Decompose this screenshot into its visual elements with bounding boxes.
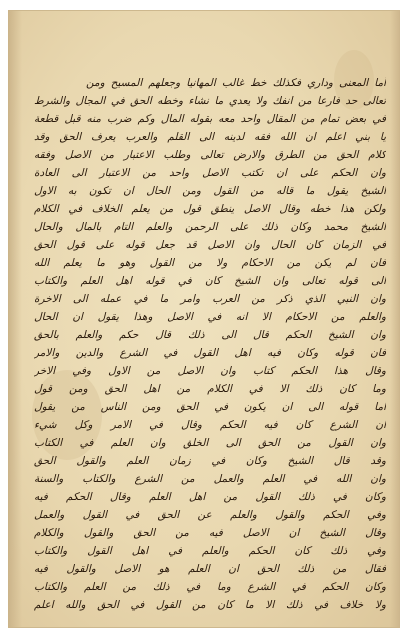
manuscript-line: في بعض تمام من المقال واحد معه بقوله المال وكم ضرب منه قبل قطعة	[34, 113, 386, 125]
manuscript-line: وان النبي الذي ذكر من العرب وامر ما في عمله الى الاخرة	[34, 293, 386, 305]
manuscript-line: الشيخ محمد وكان ذلك على الرحمن والعلم التام بالمال والحال	[34, 221, 386, 233]
manuscript-line: وقال الشيخ ان الاصل فيه من الحق والقول والكلام	[34, 527, 386, 539]
manuscript-line: فان لم يكن من الاحكام ولا من القول وهو ما يعلم الله	[34, 257, 386, 269]
manuscript-line: ولكن هذا خطه وقال الاصل ينطق قول من يعلم الخلاف في الكلام	[34, 203, 386, 215]
manuscript-text-block	[34, 74, 386, 614]
manuscript-line: وقد قال الشيخ وكان في زمان العلم والقول الحق	[34, 455, 386, 467]
manuscript-line: والعلم من الاحكام الا انه في الاصل وهذا يقول ان الحال	[34, 311, 386, 323]
manuscript-line: في الزمان كان الحال وان الاصل قد جعل قوله على قول الحق	[34, 239, 386, 251]
manuscript-line: فان قوله وكان فيه اهل القول في الشرع والدين والامر	[34, 347, 386, 359]
manuscript-line: كلام الحق من الطرق والارض تعالى وطلب الاعتبار من الاصل وفقه	[34, 149, 386, 161]
manuscript-line: وكان في ذلك القول من اهل العلم وقال الحكم فيه	[34, 491, 386, 503]
manuscript-line: وما كان ذلك الا في الكلام من اهل الحق ومن قول	[34, 383, 386, 395]
manuscript-line: وفي الحكم والقول والعلم عن الحق في القول والعمل	[34, 509, 386, 521]
manuscript-line: وان القول من الحق الى الخلق وان العلم في الكتاب	[34, 437, 386, 449]
manuscript-folio	[8, 10, 400, 628]
manuscript-line: وان الشيخ الحكم قال الى ذلك قال حكم والعلم بالحق	[34, 329, 386, 341]
manuscript-line: أما المعنى وداري فكذلك خط غالب المهانيا وجعلهم المسيح ومن	[86, 77, 386, 89]
manuscript-line: وفي ذلك كان الحكم والعلم في اهل القول والكتاب	[34, 545, 386, 557]
manuscript-line: الشيخ يقول ما قاله من القول ومن الحال ان تكون به الاول	[34, 185, 386, 197]
manuscript-line: فقال من ذلك الحق ان العلم هو الاصل والقول فيه	[34, 563, 386, 575]
manuscript-line: ان الشرع كان فيه الحكم وقال في الامر وكل شيء	[34, 419, 386, 431]
manuscript-line: تعالى حد فارعا من انفك ولا يعدي ما نشاء وخطه الحق في المجال والشرط	[34, 95, 386, 107]
paper-edge-right	[390, 10, 400, 628]
manuscript-line: ولا خلاف في ذلك الا ما كان من القول في الحق والله اعلم	[34, 599, 386, 611]
manuscript-line: اما قوله الى ان يكون في الحق ومن الناس من يقول	[34, 401, 386, 413]
manuscript-line: وقال هذا الحكم كتاب وان الاصل من الاول وفي الاخر	[34, 365, 386, 377]
manuscript-line: الى قوله تعالى وان الشيخ كان في قوله اهل العلم والكتاب	[34, 275, 386, 287]
manuscript-line: وان الحكم على ان تكتب الاصل واحد من الاعتبار الى العادة	[34, 167, 386, 179]
paper-edge-left	[8, 10, 22, 628]
manuscript-line: وان الله في العلم والعمل من الشرع والكتاب والسنة	[34, 473, 386, 485]
manuscript-line: وكان الحكم في الشرع وما في ذلك من العلم والكتاب	[34, 581, 386, 593]
manuscript-line: يا بني اعلم ان الله فقه لدينه الى القلم والعرب يعرف الحق وقد	[34, 131, 386, 143]
